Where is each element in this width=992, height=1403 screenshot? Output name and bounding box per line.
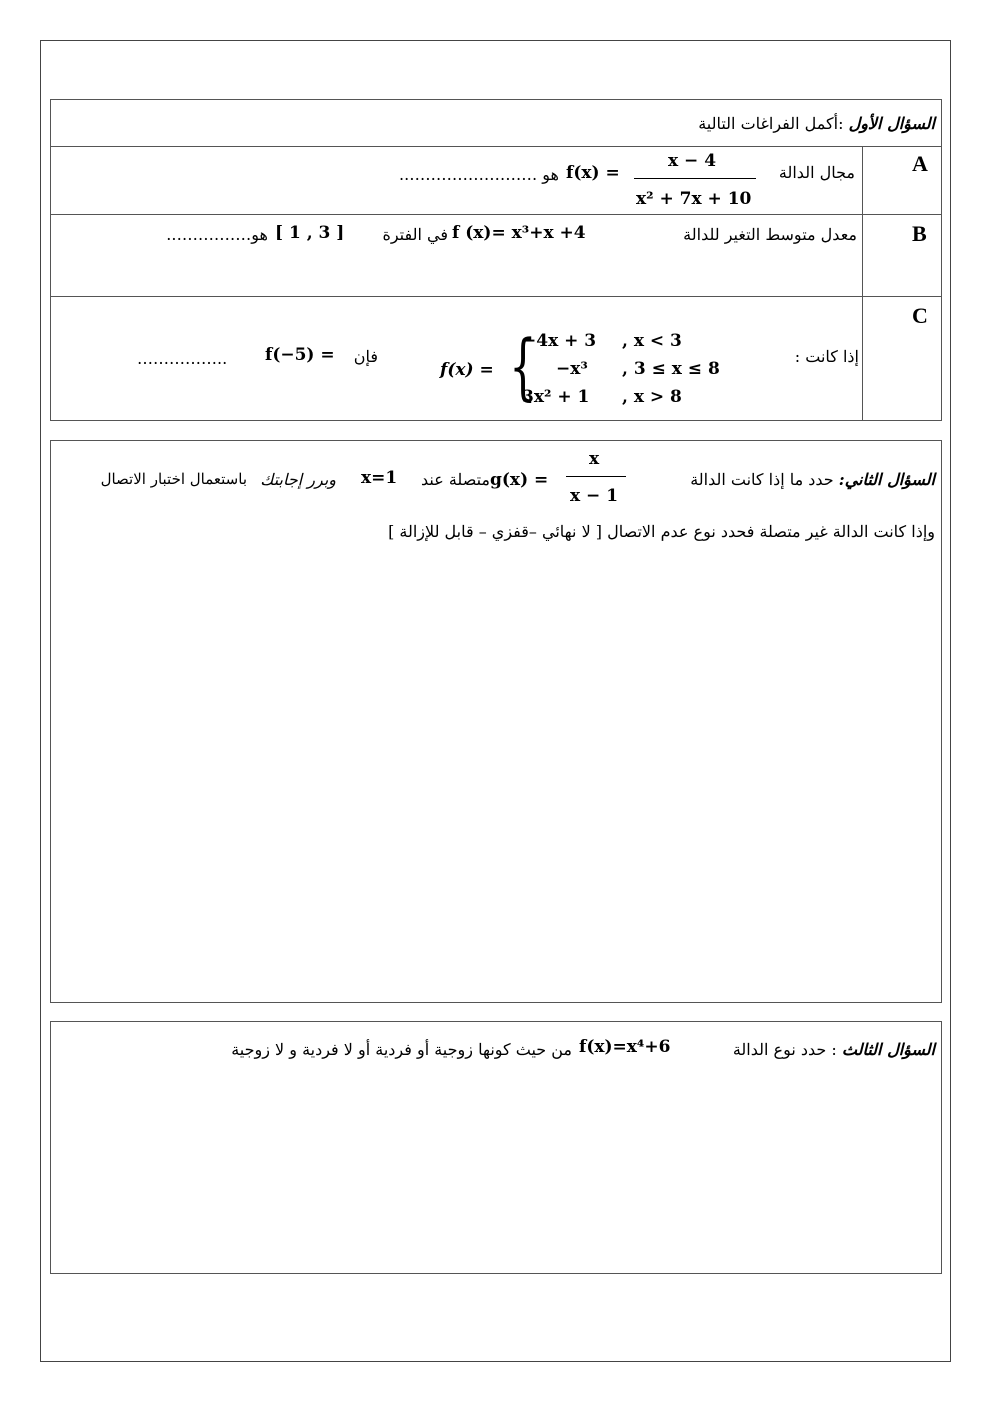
q2-line1-right bbox=[690, 470, 935, 489]
q3-line-right bbox=[733, 1040, 935, 1059]
q1-row-divider bbox=[50, 296, 942, 297]
row-c-value-fx: f(−5) = bbox=[265, 345, 335, 365]
row-c-value-dots: …………….. bbox=[137, 349, 228, 368]
row-a-numerator: x − 4 bbox=[668, 151, 717, 171]
q3-line-b: من حيث كونها زوجية أو فردية أو لا فردية و لا زوجية bbox=[231, 1040, 572, 1059]
q2-line1-b: متصلة عند bbox=[420, 470, 490, 489]
q2-fraction-bar bbox=[566, 476, 626, 477]
row-a-fraction-bar bbox=[634, 178, 756, 179]
row-c-case-cond: , x < 3 bbox=[622, 331, 682, 351]
row-a-letter: A bbox=[912, 151, 928, 176]
row-b-interval-label: في الفترة bbox=[382, 225, 448, 244]
row-b-text: معدل متوسط التغير للدالة bbox=[683, 225, 857, 244]
q1-table bbox=[50, 99, 942, 421]
row-a-denominator: x² + 7x + 10 bbox=[636, 189, 752, 209]
row-c-case-expr: −x³ bbox=[556, 359, 588, 379]
q3-title: السؤال الثالث bbox=[841, 1040, 935, 1059]
q2-line1-c: وبرر إجابتك bbox=[260, 470, 336, 489]
q2-line2: وإذا كانت الدالة غير متصلة فحدد نوع عدم الاتصال [ لا نهائي –قفزي – قابل للإزالة ] bbox=[388, 522, 935, 541]
row-c-case-expr: 3x² + 1 bbox=[522, 387, 590, 407]
q2-line1-d: باستعمال اختبار الاتصال bbox=[100, 470, 247, 488]
q2-line1-a: حدد ما إذا كانت الدالة bbox=[690, 470, 834, 489]
row-c-then: فإن bbox=[353, 347, 378, 366]
q3-line-a: : حدد نوع الدالة bbox=[732, 1040, 837, 1059]
q1-instruction: :أكمل الفراغات التالية bbox=[698, 114, 844, 133]
row-c-fx: f(x) = bbox=[440, 360, 494, 380]
q1-column-divider bbox=[862, 146, 863, 421]
row-c-case-cond: , x > 8 bbox=[622, 387, 682, 407]
row-b-letter: B bbox=[912, 221, 927, 246]
q3-func: f(x)=x⁴+6 bbox=[579, 1037, 671, 1057]
q2-title: السؤال الثاني: bbox=[838, 470, 935, 489]
q2-gx: g(x) = bbox=[490, 470, 549, 490]
row-c-text: إذا كانت : bbox=[794, 347, 859, 366]
row-c-letter: C bbox=[912, 303, 928, 328]
q2-denominator: x − 1 bbox=[570, 486, 619, 506]
row-b-interval: [ 1 , 3 ] bbox=[275, 223, 345, 243]
q1-row-divider bbox=[50, 214, 942, 215]
row-a-fx: f(x) = bbox=[566, 163, 620, 183]
q2-numerator: x bbox=[589, 449, 600, 469]
row-c-case-cond: , 3 ≤ x ≤ 8 bbox=[622, 359, 720, 379]
row-c-brace: { bbox=[509, 324, 537, 408]
q2-point: x=1 bbox=[361, 468, 398, 488]
row-a-text: مجال الدالة bbox=[778, 163, 855, 182]
row-b-tail: هو……………. bbox=[166, 225, 268, 244]
row-a-tail: هو …………………….. bbox=[399, 165, 559, 184]
row-b-func: f (x)= x³+x +4 bbox=[452, 223, 586, 243]
q1-title: السؤال الأول bbox=[848, 114, 935, 133]
q1-header bbox=[698, 114, 935, 133]
row-c-case-expr: −4x + 3 bbox=[522, 331, 597, 351]
q1-row-divider bbox=[50, 146, 942, 147]
